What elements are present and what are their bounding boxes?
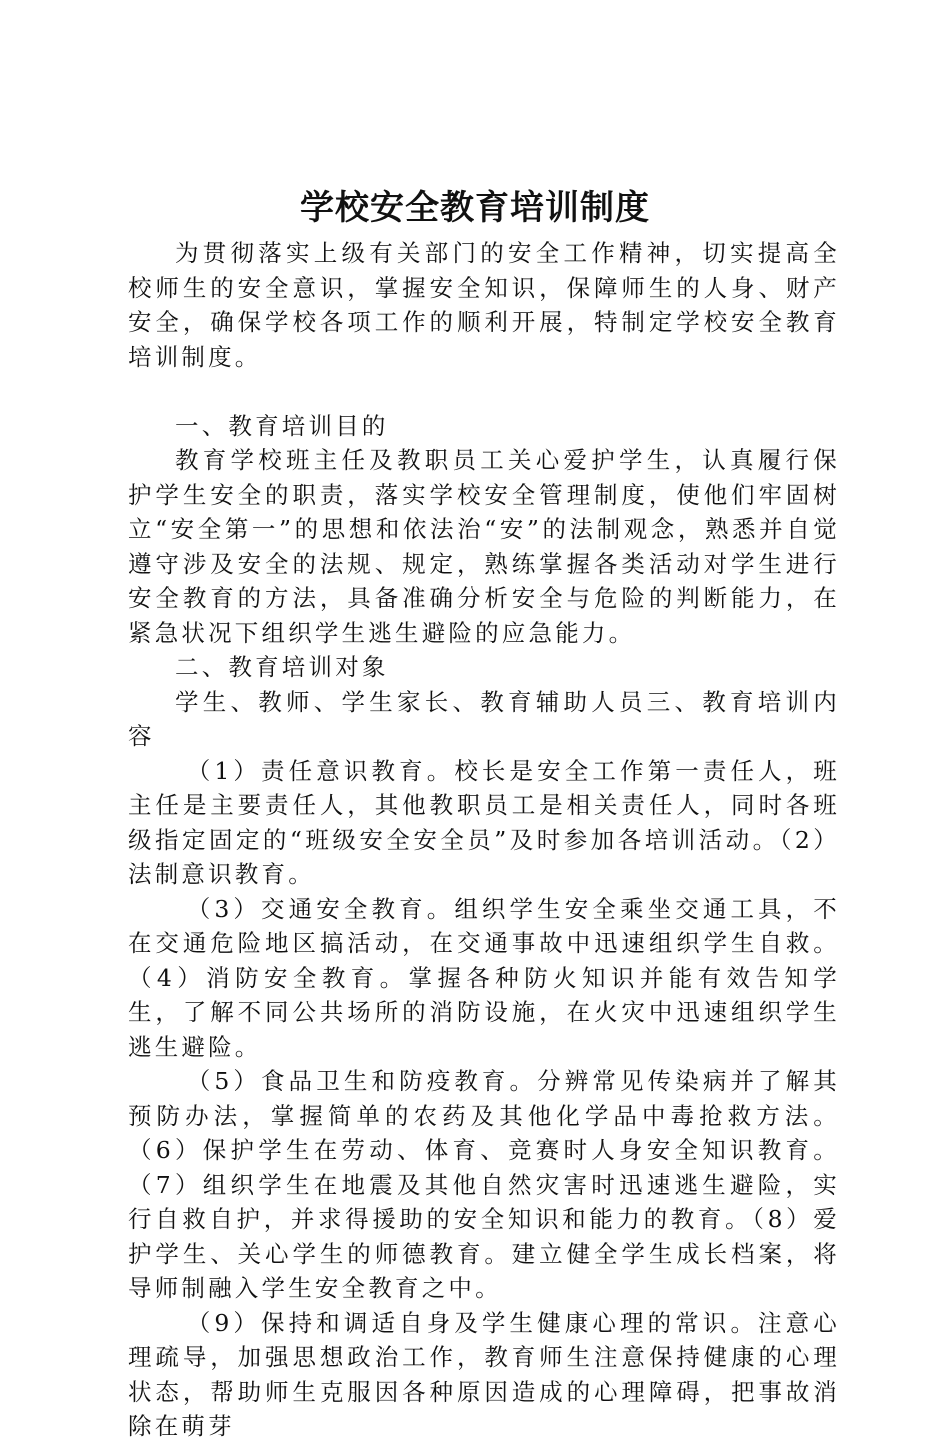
paragraph-gap — [128, 374, 840, 409]
audience-paragraph: 学生、教师、学生家长、教育辅助人员三、教育培训内容 — [128, 687, 840, 750]
document-title: 学校安全教育培训制度 — [300, 188, 650, 228]
section-heading-purpose: 一、教育培训目的 — [175, 411, 389, 440]
content-items-5-8: （5）食品卫生和防疫教育。分辨常见传染病并了解其预防办法，掌握简单的农药及其他化学品中毒抢救方法。（6）保护学生在劳动、体育、竞赛时人身安全知识教育。（7）组织学生在地震及其他自然灾害时迅速逃生避险，实行自救自护，并求得援助的安全知识和能力的教育。（8）爱护学生、关心学生的师德教育。建立健全学生成长档案，将导师制融入学生安全教育之中。 — [128, 1067, 840, 1302]
intro-paragraph: 为贯彻落实上级有关部门的安全工作精神，切实提高全校师生的安全意识，掌握安全知识，保障师生的人身、财产安全，确保学校各项工作的顺利开展，特制定学校安全教育培训制度。 — [128, 239, 840, 371]
document-body — [128, 236, 840, 1444]
content-items-3-4: （3）交通安全教育。组织学生安全乘坐交通工具，不在交通危险地区搞活动，在交通事故中迅速组织学生自救。（4）消防安全教育。掌握各种防火知识并能有效告知学生，了解不同公共场所的消防设施，在火灾中迅速组织学生逃生避险。 — [128, 894, 840, 1061]
section-heading-audience: 二、教育培训对象 — [175, 653, 389, 681]
content-items-1-2: （1）责任意识教育。校长是安全工作第一责任人，班主任是主要责任人，其他教职员工是相关责任人，同时各班级指定固定的“班级安全安全员”及时参加各培训活动。（2）法制意识教育。 — [128, 756, 840, 888]
content-item-9: （9）保持和调适自身及学生健康心理的常识。注意心理疏导，加强思想政治工作，教育师生注意保持健康的心理状态，帮助师生克服因各种原因造成的心理障碍，把事故消除在萌芽 — [128, 1308, 840, 1440]
purpose-paragraph: 教育学校班主任及教职员工关心爱护学生，认真履行保护学生安全的职责，落实学校安全管理制度，使他们牢固树立“安全第一”的思想和依法治“安”的法制观念，熟悉并自觉遵守涉及安全的法规、规定，熟练掌握各类活动对学生进行安全教育的方法，具备准确分析安全与危险的判断能力，在紧急状况下组织学生逃生避险的应急能力。 — [128, 446, 840, 647]
